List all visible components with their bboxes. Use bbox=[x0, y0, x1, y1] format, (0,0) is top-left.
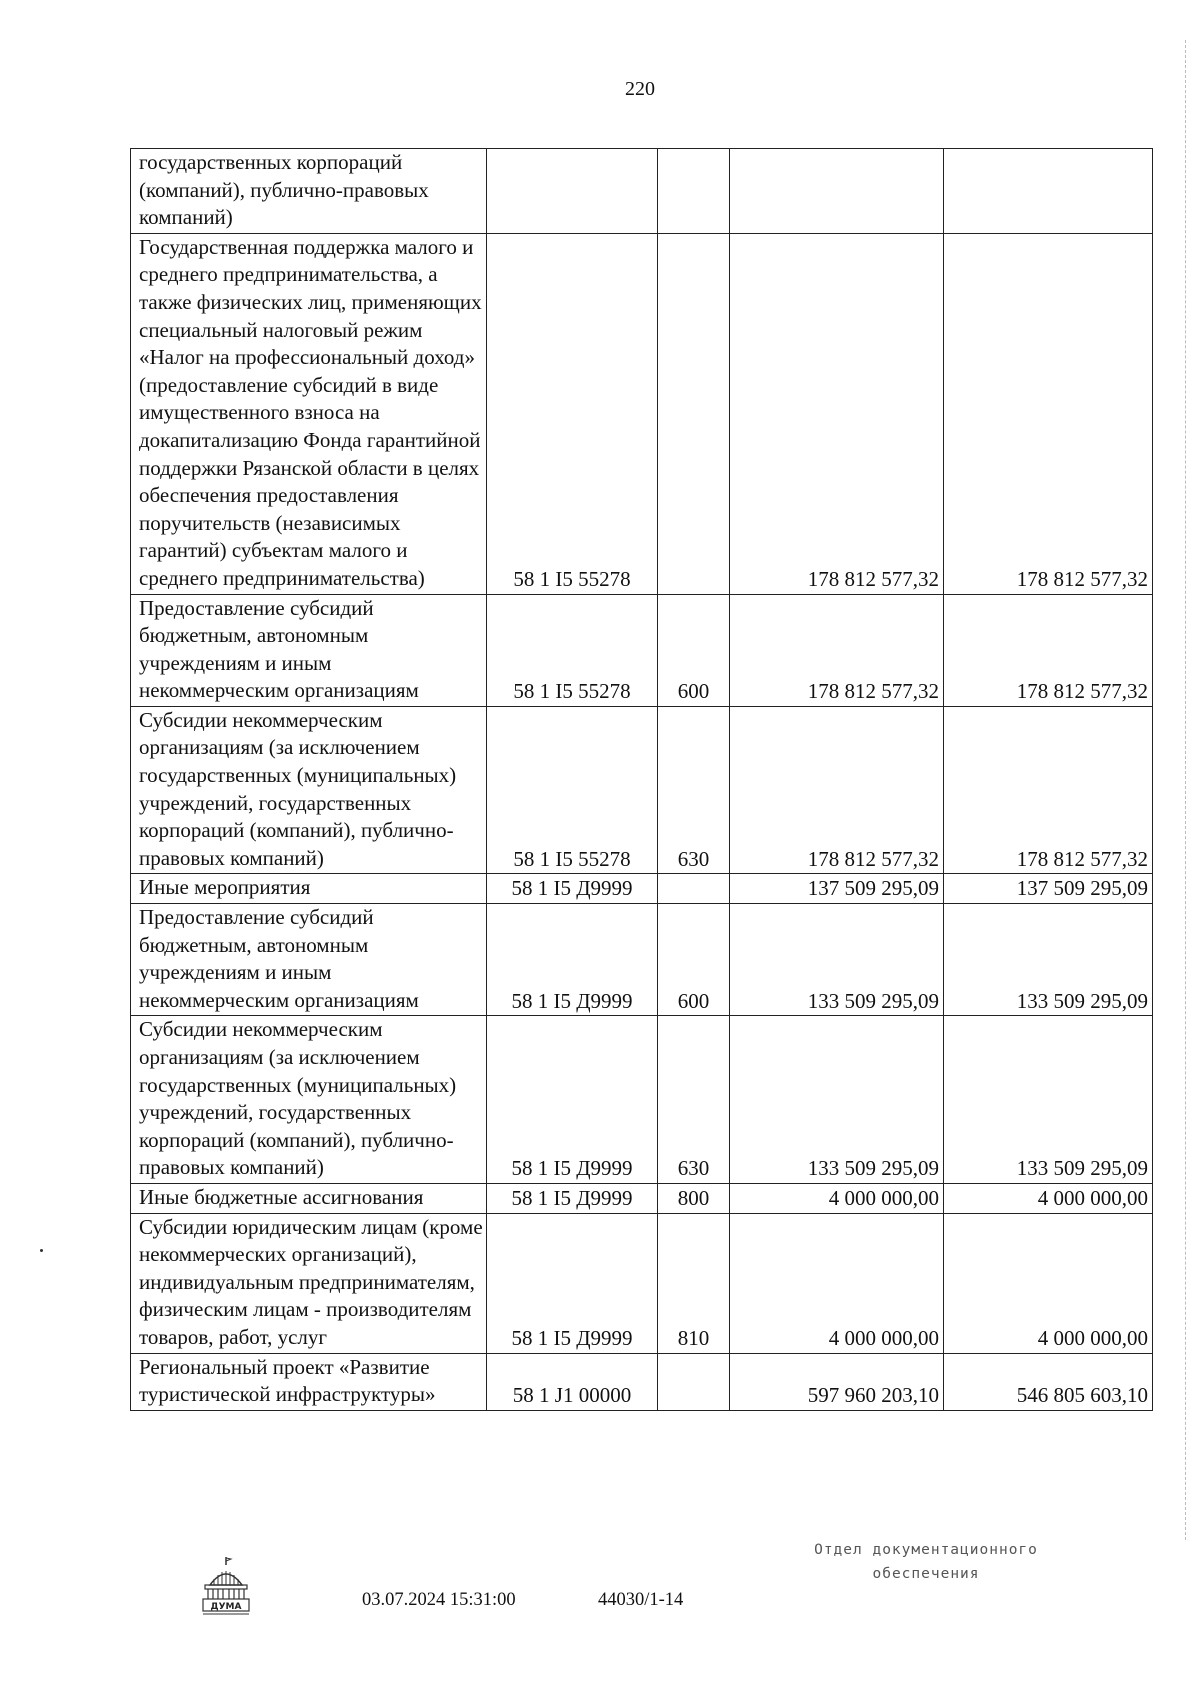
row-type: 810 bbox=[658, 1213, 730, 1353]
row-name: Региональный проект «Развитие туристической инфраструктуры» bbox=[131, 1353, 487, 1410]
row-type: 630 bbox=[658, 706, 730, 874]
scan-speck bbox=[40, 1249, 43, 1252]
row-code: 58 1 J1 00000 bbox=[487, 1353, 658, 1410]
table-row bbox=[131, 706, 1153, 874]
table-row bbox=[131, 1183, 1153, 1213]
row-type: 600 bbox=[658, 904, 730, 1016]
row-sum-1: 137 509 295,09 bbox=[730, 874, 944, 904]
row-type: 630 bbox=[658, 1016, 730, 1184]
table-row bbox=[131, 1213, 1153, 1353]
row-sum-2: 4 000 000,00 bbox=[944, 1213, 1153, 1353]
row-type: 800 bbox=[658, 1183, 730, 1213]
row-sum-2: 133 509 295,09 bbox=[944, 1016, 1153, 1184]
row-code: 58 1 I5 Д9999 bbox=[487, 1213, 658, 1353]
row-sum-2: 4 000 000,00 bbox=[944, 1183, 1153, 1213]
table-row bbox=[131, 594, 1153, 706]
row-sum-1: 133 509 295,09 bbox=[730, 1016, 944, 1184]
duma-logo-text: ДУМА bbox=[210, 1602, 242, 1612]
row-sum-2: 137 509 295,09 bbox=[944, 874, 1153, 904]
row-code: 58 1 I5 55278 bbox=[487, 233, 658, 594]
stamp-line-2: обеспечения bbox=[872, 1566, 980, 1582]
row-sum-2: 546 805 603,10 bbox=[944, 1353, 1153, 1410]
duma-logo-icon bbox=[200, 1555, 252, 1617]
row-name: Предоставление субсидий бюджетным, автономным учреждениям и иным некоммерческим организациям bbox=[131, 904, 487, 1016]
row-sum-1: 178 812 577,32 bbox=[730, 594, 944, 706]
row-name: Субсидии некоммерческим организациям (за исключением государственных (муниципальных) учреждений, государственных корпораций (компаний), публично-правовых компаний) bbox=[131, 1016, 487, 1184]
row-type bbox=[658, 1353, 730, 1410]
row-sum-1: 133 509 295,09 bbox=[730, 904, 944, 1016]
table-row bbox=[131, 1016, 1153, 1184]
row-type bbox=[658, 874, 730, 904]
page-number: 220 bbox=[625, 78, 655, 100]
row-code: 58 1 I5 Д9999 bbox=[487, 1016, 658, 1184]
footer-document-number: 44030/1-14 bbox=[598, 1590, 684, 1610]
department-stamp bbox=[786, 1538, 1066, 1586]
table-row bbox=[131, 149, 1153, 234]
row-sum-2: 178 812 577,32 bbox=[944, 594, 1153, 706]
row-sum-2 bbox=[944, 149, 1153, 234]
table-row bbox=[131, 874, 1153, 904]
budget-table bbox=[130, 148, 1153, 1411]
row-code: 58 1 I5 Д9999 bbox=[487, 874, 658, 904]
row-sum-1: 178 812 577,32 bbox=[730, 233, 944, 594]
table-row bbox=[131, 1353, 1153, 1410]
row-sum-2: 178 812 577,32 bbox=[944, 706, 1153, 874]
row-code: 58 1 I5 Д9999 bbox=[487, 1183, 658, 1213]
table-row bbox=[131, 904, 1153, 1016]
row-sum-2: 133 509 295,09 bbox=[944, 904, 1153, 1016]
row-code: 58 1 I5 55278 bbox=[487, 706, 658, 874]
row-code: 58 1 I5 Д9999 bbox=[487, 904, 658, 1016]
row-name: Субсидии юридическим лицам (кроме некоммерческих организаций), индивидуальным предпринимателям, физическим лицам - производителям товаров, работ, услуг bbox=[131, 1213, 487, 1353]
row-type bbox=[658, 233, 730, 594]
row-name: Иные бюджетные ассигнования bbox=[131, 1183, 487, 1213]
row-name: Предоставление субсидий бюджетным, автономным учреждениям и иным некоммерческим организациям bbox=[131, 594, 487, 706]
row-code bbox=[487, 149, 658, 234]
footer-timestamp: 03.07.2024 15:31:00 bbox=[362, 1590, 516, 1610]
row-name: Государственная поддержка малого и среднего предпринимательства, а также физических лиц, применяющих специальный налоговый режим «Налог на профессиональный доход» (предоставление субсидий в виде имущественного взноса на докапитализацию Фонда гарантийной поддержки Рязанской области в целях обеспечения предоставления поручительств (независимых гарантий) субъектам малого и среднего предпринимательства) bbox=[131, 233, 487, 594]
row-type: 600 bbox=[658, 594, 730, 706]
table-row bbox=[131, 233, 1153, 594]
row-sum-1: 4 000 000,00 bbox=[730, 1213, 944, 1353]
row-type bbox=[658, 149, 730, 234]
row-code: 58 1 I5 55278 bbox=[487, 594, 658, 706]
row-sum-1: 4 000 000,00 bbox=[730, 1183, 944, 1213]
scan-edge-strip bbox=[1185, 40, 1200, 1540]
row-name: государственных корпораций (компаний), публично-правовых компаний) bbox=[131, 149, 487, 234]
stamp-line-1: Отдел документационного bbox=[814, 1542, 1038, 1558]
row-sum-1: 178 812 577,32 bbox=[730, 706, 944, 874]
row-sum-1 bbox=[730, 149, 944, 234]
row-sum-1: 597 960 203,10 bbox=[730, 1353, 944, 1410]
row-name: Субсидии некоммерческим организациям (за исключением государственных (муниципальных) учреждений, государственных корпораций (компаний), публично-правовых компаний) bbox=[131, 706, 487, 874]
row-name: Иные мероприятия bbox=[131, 874, 487, 904]
row-sum-2: 178 812 577,32 bbox=[944, 233, 1153, 594]
